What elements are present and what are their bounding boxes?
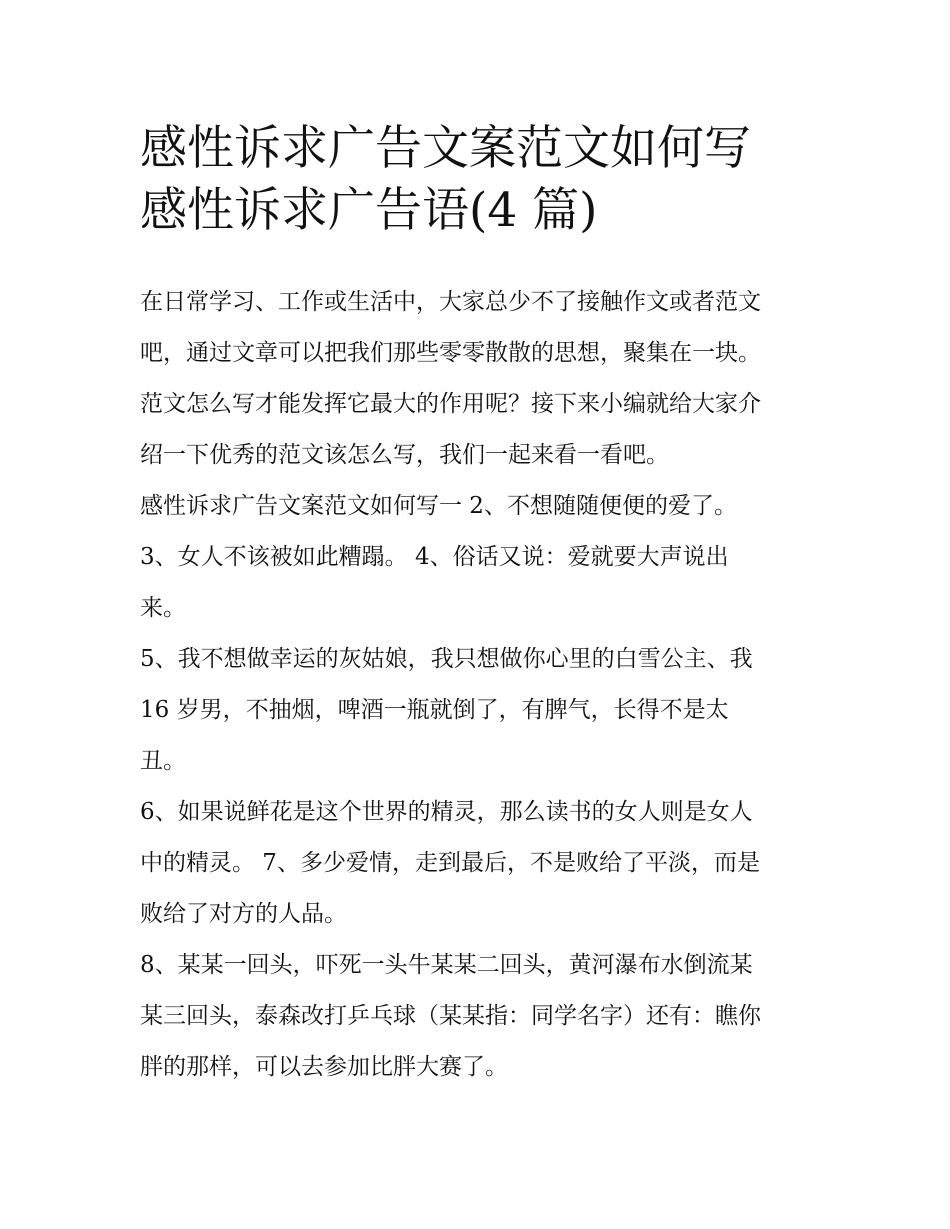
text-line: 6、如果说鲜花是这个世界的精灵，那么读书的女人则是女人: [140, 799, 753, 825]
text-line: 范文怎么写才能发挥它最大的作用呢？接下来小编就给大家介: [140, 391, 761, 417]
document-body: [140, 277, 820, 1093]
text-line: 丑。: [140, 748, 186, 774]
text-line: 8、某某一回头，吓死一头牛某某二回头，黄河瀑布水倒流某: [140, 952, 753, 978]
document-title: [140, 118, 840, 242]
title-line: 感性诉求广告文案范文如何写: [140, 121, 751, 176]
text-line: 来。: [140, 595, 186, 621]
text-line: 胖的那样，可以去参加比胖大赛了。: [140, 1054, 508, 1080]
text-line: 某三回头，泰森改打乒乓球（某某指：同学名字）还有：瞧你: [140, 1003, 761, 1029]
paragraph-item-8: [140, 940, 820, 1093]
text-line: 3、女人不该被如此糟蹋。 4、俗话又说：爱就要大声说出: [140, 544, 729, 570]
paragraph-item-2: [140, 481, 820, 532]
text-line: 中的精灵。 7、多少爱情，走到最后，不是败给了平淡，而是: [140, 850, 760, 876]
text-line: 感性诉求广告文案范文如何写一 2、不想随随便便的爱了。: [140, 493, 737, 519]
text-line: 绍一下优秀的范文该怎么写，我们一起来看一看吧。: [140, 442, 669, 468]
paragraph-intro: [140, 277, 820, 481]
title-line: 感性诉求广告语(4 篇): [140, 183, 598, 238]
text-line: 吧，通过文章可以把我们那些零零散散的思想，聚集在一块。: [140, 340, 761, 366]
paragraph-item-3-4: [140, 532, 820, 634]
paragraph-item-6-7: [140, 787, 820, 940]
text-line: 5、我不想做幸运的灰姑娘，我只想做你心里的白雪公主、我: [140, 646, 753, 672]
text-line: 败给了对方的人品。: [140, 901, 347, 927]
text-line: 在日常学习、工作或生活中，大家总少不了接触作文或者范文: [140, 289, 761, 315]
text-line: 16 岁男，不抽烟，啤酒一瓶就倒了，有脾气，长得不是太: [140, 697, 729, 723]
paragraph-item-5: [140, 634, 820, 787]
